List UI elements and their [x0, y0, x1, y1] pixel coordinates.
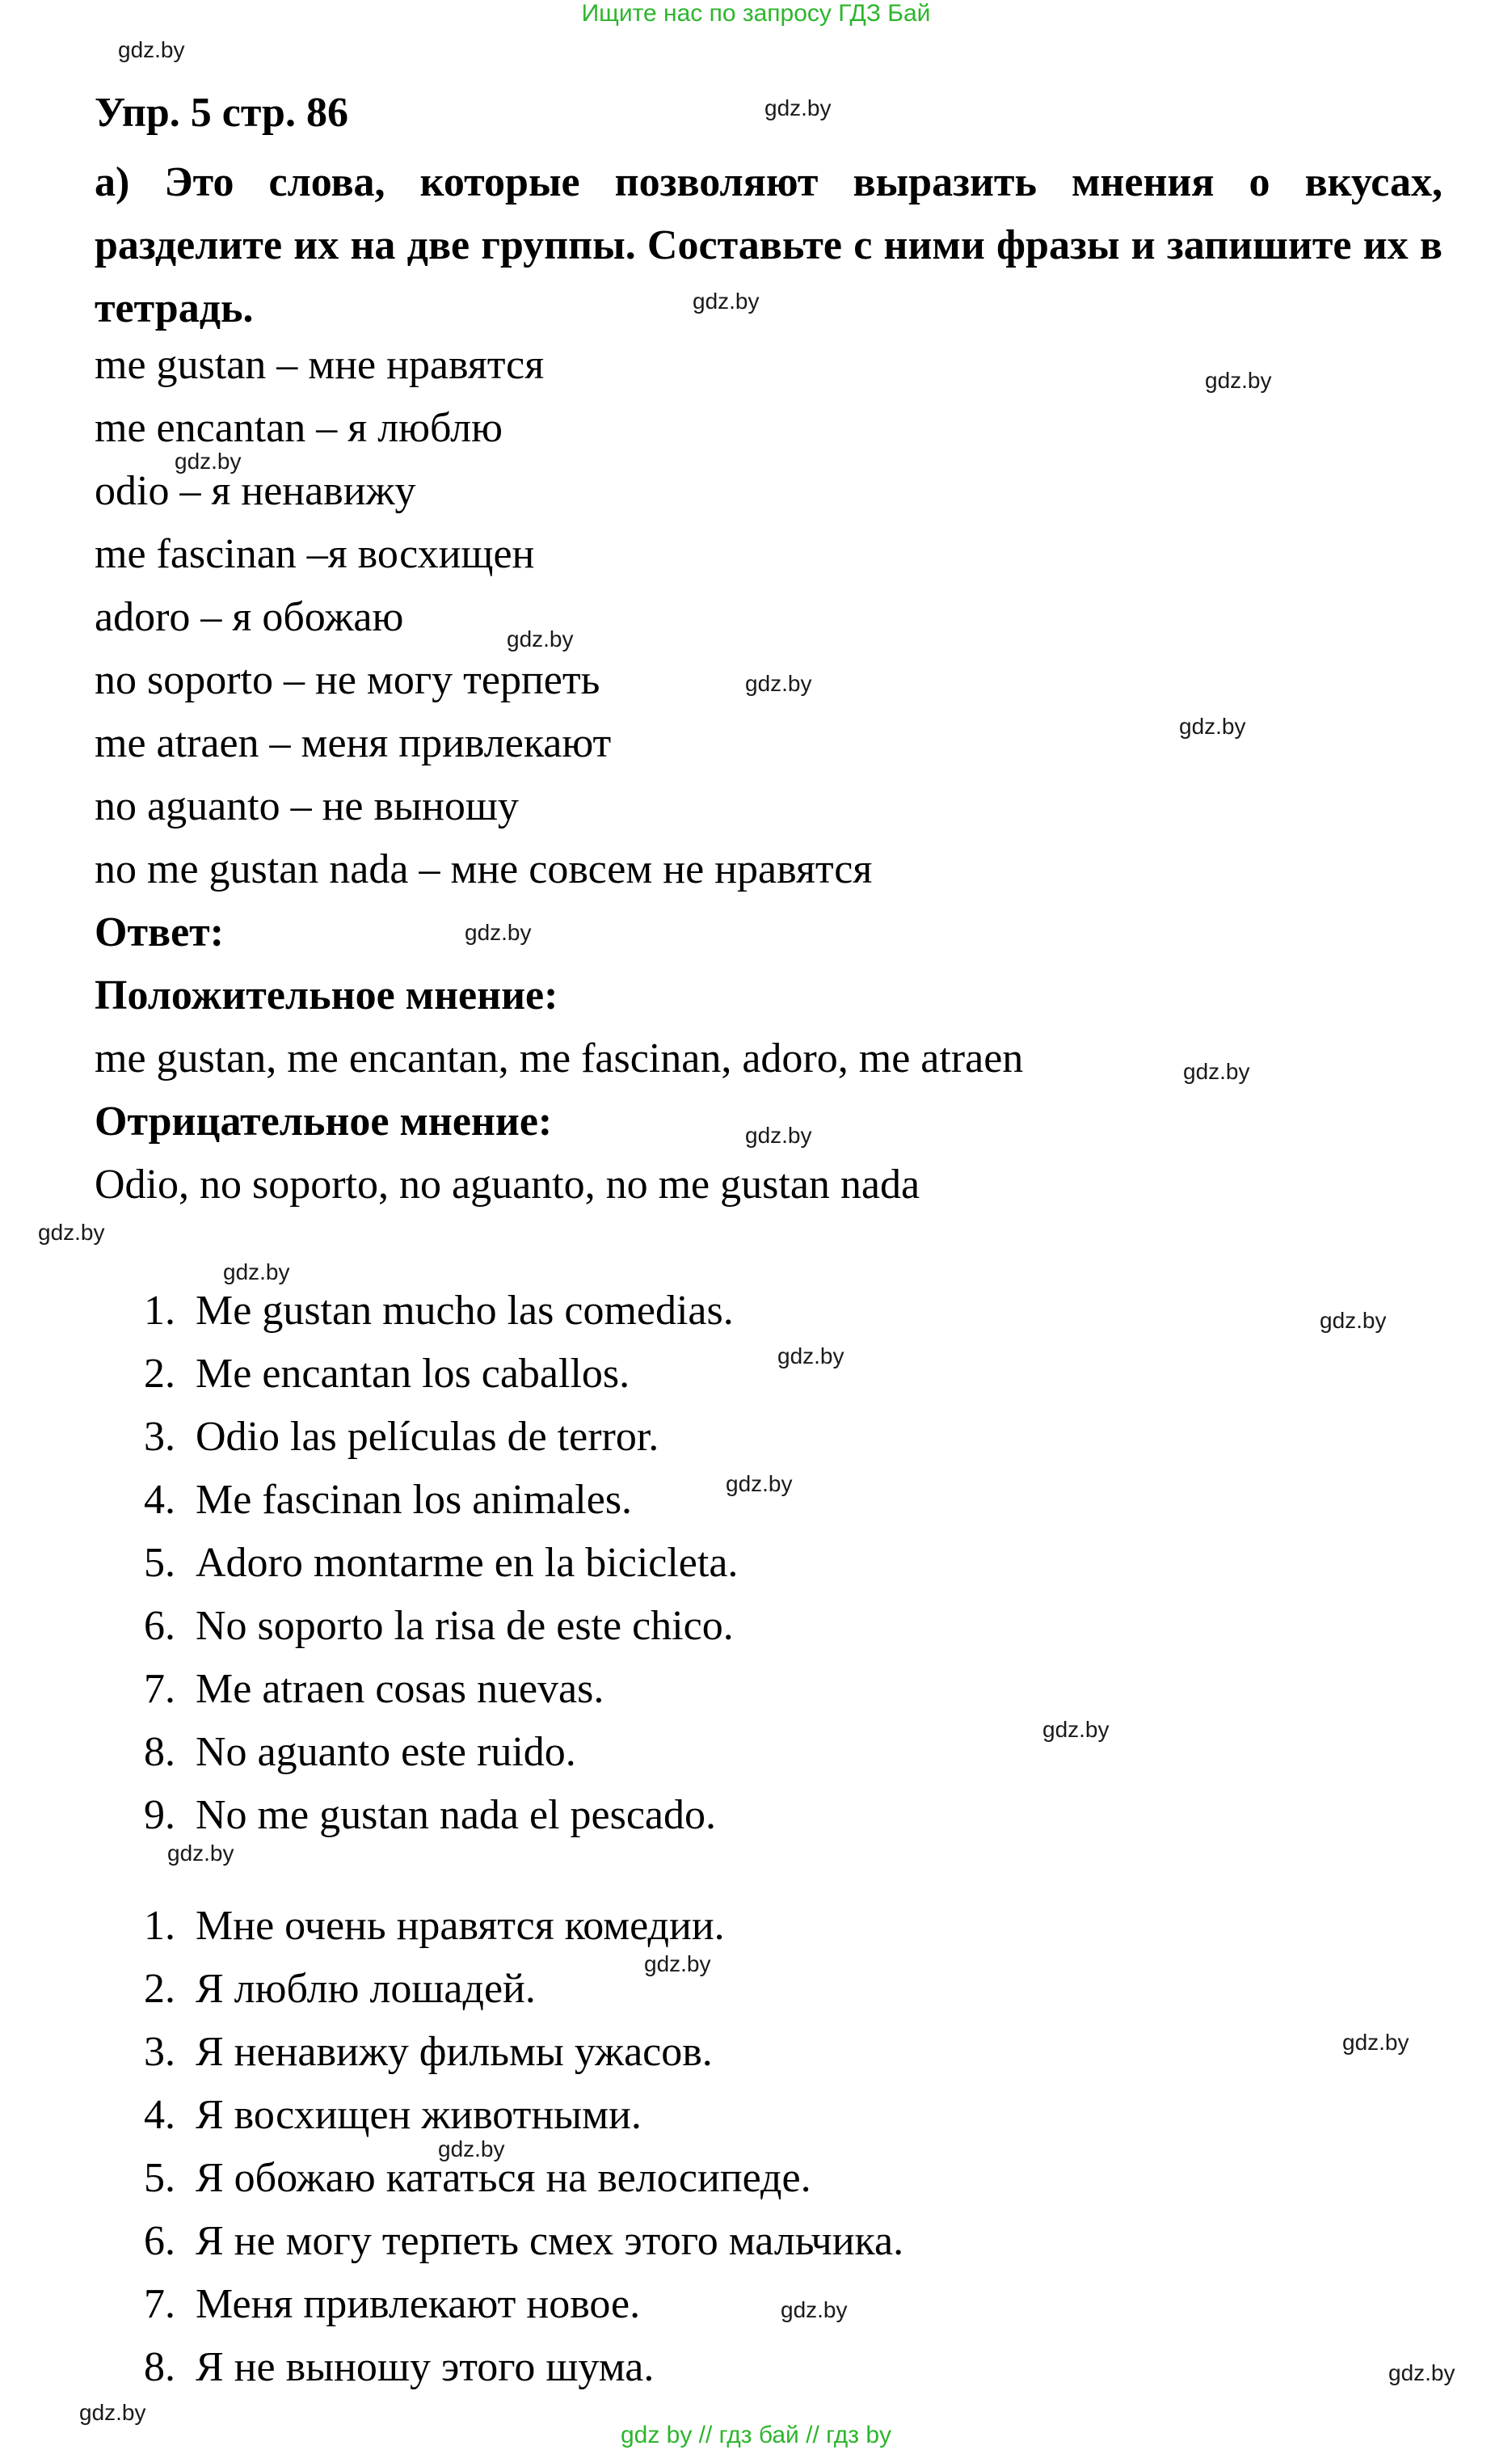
list-number: 8. — [144, 2344, 175, 2390]
list-number: 4. — [144, 2092, 175, 2138]
watermark: gdz.by — [1320, 1308, 1387, 1333]
negative-words: Odio, no soporto, no aguanto, no me gustan nada — [95, 1162, 920, 1208]
sentence-text: Odio las películas de terror. — [196, 1414, 659, 1460]
watermark: gdz.by — [38, 1220, 105, 1245]
sentence-text: Me gustan mucho las comedias. — [196, 1288, 734, 1334]
watermark: gdz.by — [1179, 714, 1246, 739]
vocab-item: me gustan – мне нравятся — [95, 342, 545, 388]
sentence-text: No aguanto este ruido. — [196, 1729, 576, 1775]
watermark: gdz.by — [79, 2400, 146, 2425]
vocab-item: me encantan – я люблю — [95, 405, 503, 451]
list-number: 2. — [144, 1351, 175, 1397]
watermark: gdz.by — [118, 37, 185, 62]
sentence-text: Я восхищен животными. — [196, 2092, 642, 2138]
list-number: 3. — [144, 2029, 175, 2075]
sentence-text: Я люблю лошадей. — [196, 1966, 536, 2012]
list-number: 5. — [144, 2155, 175, 2201]
list-number: 1. — [144, 1288, 175, 1334]
list-number: 6. — [144, 2218, 175, 2264]
footer-links[interactable]: gdz by // гдз бай // гдз by — [620, 2422, 892, 2448]
sentence-text: No me gustan nada el pescado. — [196, 1792, 717, 1838]
watermark: gdz.by — [167, 1841, 234, 1866]
list-number: 8. — [144, 1729, 175, 1775]
watermark: gdz.by — [764, 95, 832, 120]
watermark: gdz.by — [223, 1259, 290, 1284]
positive-words: me gustan, me encantan, me fascinan, adoro, me atraen — [95, 1035, 1024, 1082]
list-number: 3. — [144, 1414, 175, 1460]
list-number: 1. — [144, 1903, 175, 1949]
watermark: gdz.by — [1205, 368, 1272, 393]
list-number: 4. — [144, 1477, 175, 1523]
sentence-text: No soporto la risa de este chico. — [196, 1603, 734, 1649]
vocab-item: me fascinan –я восхищен — [95, 531, 535, 577]
answer-label: Ответ: — [95, 909, 225, 955]
vocab-item: no soporto – не могу терпеть — [95, 657, 600, 703]
watermark: gdz.by — [693, 289, 760, 314]
sentence-text: Я не могу терпеть смех этого мальчика. — [196, 2218, 904, 2264]
watermark: gdz.by — [726, 1471, 793, 1496]
list-number: 9. — [144, 1792, 175, 1838]
list-number: 7. — [144, 2281, 175, 2327]
exercise-title: Упр. 5 стр. 86 — [95, 90, 348, 136]
watermark: gdz.by — [465, 920, 532, 945]
sentence-text: Adoro montarme en la bicicleta. — [196, 1540, 739, 1586]
positive-label: Положительное мнение: — [95, 972, 558, 1018]
watermark: gdz.by — [1342, 2030, 1409, 2055]
watermark: gdz.by — [1183, 1059, 1250, 1084]
watermark: gdz.by — [1042, 1717, 1110, 1742]
sentence-text: Me encantan los caballos. — [196, 1351, 630, 1397]
watermark: gdz.by — [781, 2297, 848, 2322]
watermark: gdz.by — [745, 1123, 812, 1148]
watermark: gdz.by — [777, 1343, 844, 1368]
watermark: gdz.by — [644, 1951, 711, 1976]
vocab-item: no aguanto – не выношу — [95, 783, 519, 829]
watermark: gdz.by — [438, 2136, 505, 2161]
vocab-item: no me gustan nada – мне совсем не нравятся — [95, 846, 873, 892]
list-number: 7. — [144, 1666, 175, 1712]
watermark: gdz.by — [745, 671, 812, 696]
negative-label: Отрицательное мнение: — [95, 1098, 553, 1145]
sentence-text: Я не выношу этого шума. — [196, 2344, 655, 2390]
watermark: gdz.by — [175, 449, 242, 474]
list-number: 6. — [144, 1603, 175, 1649]
watermark: gdz.by — [507, 626, 574, 652]
search-banner[interactable]: Ищите нас по запросу ГДЗ Бай — [581, 0, 931, 27]
sentence-text: Мне очень нравятся комедии. — [196, 1903, 725, 1949]
sentence-text: Меня привлекают новое. — [196, 2281, 641, 2327]
sentence-text: Me fascinan los animales. — [196, 1477, 633, 1523]
list-number: 2. — [144, 1966, 175, 2012]
sentence-text: Me atraen cosas nuevas. — [196, 1666, 604, 1712]
watermark: gdz.by — [1388, 2360, 1455, 2385]
sentence-text: Я ненавижу фильмы ужасов. — [196, 2029, 713, 2075]
vocab-item: me atraen – меня привлекают — [95, 720, 612, 766]
task-instruction: а) Это слова, которые позволяют выразить мнения о вкусах, разделите их на две группы. Составьте с ними фразы и запишите их в тетрадь. — [95, 159, 1443, 331]
sentence-text: Я обожаю кататься на велосипеде. — [196, 2155, 811, 2201]
vocab-item: adoro – я обожаю — [95, 594, 404, 640]
vocab-item: odio – я ненавижу — [95, 468, 416, 514]
list-number: 5. — [144, 1540, 175, 1586]
